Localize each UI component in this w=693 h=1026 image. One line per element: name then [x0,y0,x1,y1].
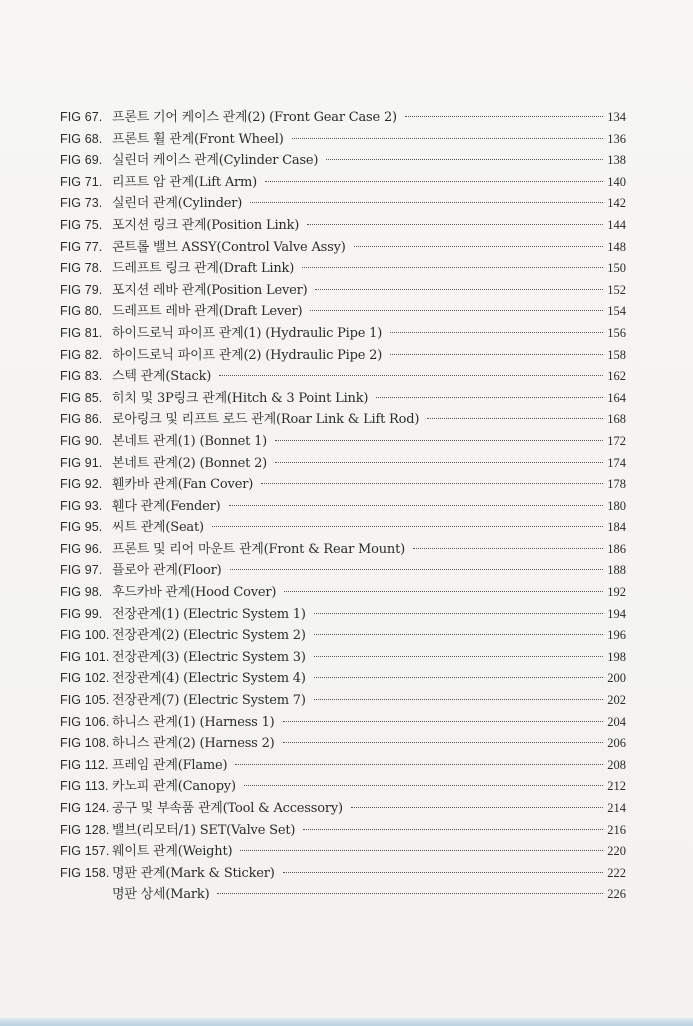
figure-title: 밸브(리모터/1) SET(Valve Set) [112,822,296,838]
page-number: 148 [607,239,626,254]
page-number: 202 [607,693,626,708]
figure-title: 전장관계(7) (Electric System 7) [112,693,306,709]
dot-leader [310,310,603,311]
dot-leader [413,548,603,549]
figure-number: FIG 71. [60,174,103,189]
figure-title: 프론트 휠 관계(Front Wheel) [112,131,284,147]
toc-entry [60,647,626,669]
figure-number: FIG 73. [60,196,103,211]
page-number: 206 [607,736,626,751]
figure-number: FIG 157. [60,844,110,859]
figure-number: FIG 85. [60,390,103,405]
toc-entry [60,863,626,885]
toc-entry [60,668,626,690]
figure-number: FIG 112. [60,757,109,772]
dot-leader [427,418,603,419]
toc-entry [60,884,626,906]
toc-entry [60,193,626,215]
toc-entry [60,366,626,388]
dot-leader [390,354,603,355]
figure-title: 명판 상세(Mark) [112,887,210,903]
page-number: 204 [607,714,626,729]
page-number: 142 [607,196,626,211]
dot-leader [405,116,603,117]
toc-entry [60,129,626,151]
page-number: 150 [607,261,626,276]
toc-entry [60,150,626,172]
figure-number: FIG 95. [60,520,103,535]
figure-number: FIG 75. [60,217,103,232]
toc-entry [60,841,626,863]
figure-number: FIG 77. [60,239,103,254]
dot-leader [275,440,603,441]
figure-title: 플로아 관계(Floor) [112,563,222,579]
toc-entry [60,409,626,431]
figure-number: FIG 97. [60,563,103,578]
figure-number: FIG 98. [60,585,103,600]
dot-leader [307,224,603,225]
toc-entry [60,345,626,367]
figure-title: 본네트 관계(2) (Bonnet 2) [112,455,268,471]
page-number: 222 [607,865,626,880]
dot-leader [283,721,604,722]
page-number: 220 [607,844,626,859]
figure-title: 휀카바 관계(Fan Cover) [112,477,254,493]
toc-entry [60,517,626,539]
page-number: 186 [607,541,626,556]
toc-entry [60,237,626,259]
toc-entry [60,625,626,647]
figure-number: FIG 101. [60,649,110,664]
page-number: 178 [607,477,626,492]
figure-title: 로아링크 및 리프트 로드 관계(Roar Link & Lift Rod) [112,412,420,428]
page-number: 200 [607,671,626,686]
dot-leader [284,591,603,592]
figure-number: FIG 128. [60,822,110,837]
dot-leader [390,332,603,333]
toc-entry [60,733,626,755]
toc-entry [60,604,626,626]
toc-entry [60,776,626,798]
toc-entry [60,301,626,323]
dot-leader [219,375,603,376]
dot-leader [314,634,604,635]
page-number: 140 [607,174,626,189]
page-number: 196 [607,628,626,643]
figure-number: FIG 68. [60,131,103,146]
figure-title: 명판 관계(Mark & Sticker) [112,865,275,881]
toc-entry [60,560,626,582]
toc-entry [60,172,626,194]
figure-number: FIG 79. [60,282,103,297]
figure-number: FIG 102. [60,671,110,686]
figure-number: FIG 99. [60,606,103,621]
toc-entry [60,582,626,604]
dot-leader [217,893,603,894]
page-number: 162 [607,369,626,384]
toc-entry [60,820,626,842]
dot-leader [265,181,603,182]
dot-leader [314,613,604,614]
figure-title: 씨트 관계(Seat) [112,520,204,536]
page-number: 156 [607,325,626,340]
figure-number: FIG 83. [60,369,103,384]
page-number: 184 [607,520,626,535]
page-number: 194 [607,606,626,621]
toc-entry [60,215,626,237]
toc-entry [60,712,626,734]
figure-title: 전장관계(3) (Electric System 3) [112,649,306,665]
figure-title: 하니스 관계(2) (Harness 2) [112,736,275,752]
dot-leader [283,872,604,873]
figure-title: 프론트 기어 케이스 관계(2) (Front Gear Case 2) [112,110,397,125]
toc-entry [60,755,626,777]
figure-title: 본네트 관계(1) (Bonnet 1) [112,433,268,449]
page-number: 136 [607,131,626,146]
dot-leader [326,159,603,160]
figure-title: 히치 및 3P링크 관계(Hitch & 3 Point Link) [112,390,369,406]
figure-title: 프론트 및 리어 마운트 관계(Front & Rear Mount) [112,541,405,557]
figure-number: FIG 90. [60,433,103,448]
page-number: 172 [607,433,626,448]
dot-leader [351,807,603,808]
page-number: 192 [607,585,626,600]
page-number: 154 [607,304,626,319]
figure-title: 포지션 레바 관계(Position Lever) [112,282,308,298]
dot-leader [275,462,603,463]
page-number: 188 [607,563,626,578]
page-number: 152 [607,282,626,297]
dot-leader [244,785,603,786]
figure-number: FIG 92. [60,477,103,492]
page-number: 168 [607,412,626,427]
dot-leader [315,289,603,290]
toc-entry [60,539,626,561]
dot-leader [250,202,603,203]
figure-title: 후드카바 관계(Hood Cover) [112,585,277,601]
page-number: 208 [607,757,626,772]
figure-number: FIG 80. [60,304,103,319]
dot-leader [314,677,604,678]
figure-number: FIG 93. [60,498,103,513]
toc-entry [60,107,626,129]
figure-title: 스텍 관계(Stack) [112,369,212,385]
figure-number: FIG 96. [60,541,103,556]
figure-number: FIG 81. [60,325,103,340]
toc-entry [60,323,626,345]
figure-number: FIG 124. [60,801,110,815]
figure-number: FIG 86. [60,412,103,427]
page-number: 180 [607,498,626,513]
dot-leader [240,850,603,851]
page-number: 198 [607,649,626,664]
figure-title: 드레프트 레바 관계(Draft Lever) [112,304,303,320]
figure-number: FIG 105. [60,693,110,708]
page-number: 226 [607,887,626,902]
page-number: 174 [607,455,626,470]
page-number: 216 [607,822,626,837]
table-of-contents [60,107,626,906]
toc-entry [60,474,626,496]
page-number: 164 [607,390,626,405]
toc-entry [60,280,626,302]
figure-title: 드레프트 링크 관계(Draft Link) [112,261,295,277]
dot-leader [303,829,603,830]
page-number: 134 [607,110,626,124]
dot-leader [314,699,604,700]
figure-title: 하니스 관계(1) (Harness 1) [112,714,275,730]
dot-leader [230,569,604,570]
figure-title: 카노피 관계(Canopy) [112,779,236,795]
toc-entry [60,431,626,453]
figure-title: 하이드로닉 파이프 관계(1) (Hydraulic Pipe 1) [112,325,383,341]
page-number: 138 [607,153,626,168]
toc-entry [60,388,626,410]
dot-leader [376,397,603,398]
figure-title: 프레임 관계(Flame) [112,757,228,773]
dot-leader [302,267,603,268]
page-bottom-border [0,1018,693,1026]
figure-title: 하이드로닉 파이프 관계(2) (Hydraulic Pipe 2) [112,347,383,363]
figure-title: 웨이트 관계(Weight) [112,844,233,860]
figure-title: 휀다 관계(Fender) [112,498,221,514]
figure-number: FIG 108. [60,736,110,751]
dot-leader [212,526,603,527]
figure-number: FIG 82. [60,347,103,362]
dot-leader [292,138,604,139]
toc-entry [60,798,626,820]
figure-number: FIG 91. [60,455,103,470]
page-number: 212 [607,779,626,794]
figure-title: 실린더 관계(Cylinder) [112,196,243,212]
figure-number: FIG 113. [60,779,109,794]
figure-title: 전장관계(1) (Electric System 1) [112,606,306,622]
figure-title: 전장관계(2) (Electric System 2) [112,628,306,644]
figure-number: FIG 106. [60,714,110,729]
page-number: 158 [607,347,626,362]
dot-leader [261,483,603,484]
toc-entry [60,453,626,475]
page-number: 144 [607,217,626,232]
figure-title: 콘트롤 밸브 ASSY(Control Valve Assy) [112,239,346,255]
figure-title: 실린더 케이스 관계(Cylinder Case) [112,153,319,169]
dot-leader [229,505,604,506]
figure-title: 전장관계(4) (Electric System 4) [112,671,306,687]
figure-number: FIG 78. [60,261,103,276]
toc-entry [60,496,626,518]
dot-leader [235,764,603,765]
figure-number: FIG 67. [60,110,103,124]
figure-number: FIG 100. [60,628,110,643]
dot-leader [314,656,604,657]
figure-title: 공구 및 부속품 관계(Tool & Accessory) [112,801,343,816]
figure-number: FIG 158. [60,865,110,880]
figure-title: 리프트 암 관계(Lift Arm) [112,174,258,190]
toc-entry [60,690,626,712]
page-number: 214 [607,801,626,815]
figure-number: FIG 69. [60,153,103,168]
figure-title: 포지션 링크 관계(Position Link) [112,217,300,233]
dot-leader [354,246,604,247]
dot-leader [283,742,604,743]
toc-entry [60,258,626,280]
